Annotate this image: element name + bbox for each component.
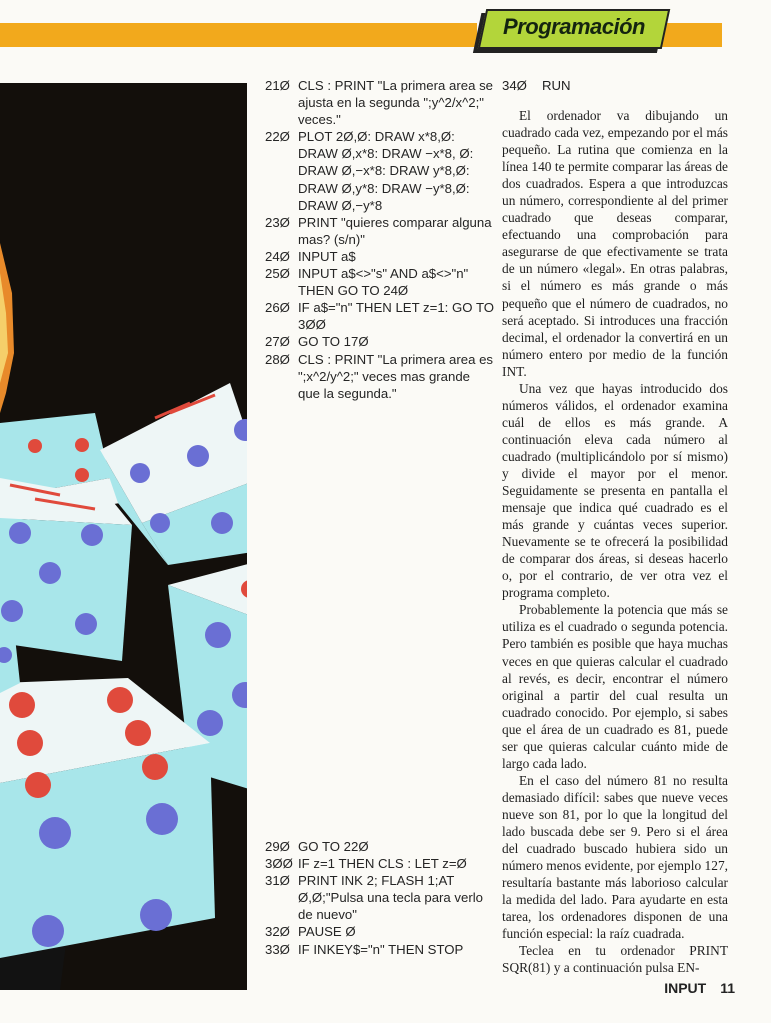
code-text: PRINT "quieres comparar alguna mas? (s/n)" [298,214,496,247]
code-text: PLOT 2Ø,Ø: DRAW x*8,Ø: DRAW Ø,x*8: DRAW −x*8, Ø: DRAW Ø,−x*8: DRAW y*8,Ø: DRAW Ø,y*8: DRAW −y*8,Ø: DRAW Ø,−y*8 [298,129,477,213]
magazine-name: INPUT [664,980,707,996]
code-text: IF a$="n" THEN LET z=1: GO TO 3ØØ [298,300,498,333]
code-line [265,923,495,940]
line-number: 24Ø [265,248,290,264]
line-number: 32Ø [265,924,290,940]
line-number: 31Ø [265,873,290,889]
code-text: CLS : PRINT "La primera area se ajusta en la segunda ";y^2/x^2;" veces." [298,78,497,128]
paragraph: En el caso del número 81 no resulta demasiado difícil: sabes que nueve veces nueve son 81, por lo que la longitud del lado buscada debe ser 9. Pero si el área del cuadrado buscado hubiera sido un número menos evidente, por ejemplo 127, resultaría bastante más laborioso calcular la medida del lado. Para ayudarte en esta tarea, los ordenadores disponen de una función especial: la raíz cuadrada. [502,772,728,942]
section-tag: Programación [503,14,645,39]
code-text: PRINT INK 2; FLASH 1;AT Ø,Ø;"Pulsa una tecla para verlo de nuevo" [298,873,487,923]
page-number: 11 [720,980,735,996]
code-text: IF INKEY$="n" THEN STOP [298,941,464,957]
die-left-middle [0,478,132,661]
code-text: RUN [542,78,571,93]
code-line [265,855,495,872]
right-column [502,77,728,976]
code-text: PAUSE Ø [298,924,356,940]
header-color-band-right [662,23,722,47]
header-color-band [0,23,477,47]
code-line-run [502,77,728,94]
line-number: 26Ø [265,300,290,316]
code-line [265,351,495,402]
code-line [265,265,495,299]
code-line [265,248,495,265]
line-number: 25Ø [265,266,290,282]
code-line [265,128,495,213]
code-line [265,838,495,855]
line-number: 3ØØ [265,856,293,872]
code-line [265,333,495,350]
paragraph: Una vez que hayas introducido dos números válidos, el ordenador examina cuál de ellos es más grande. A continuación eleva cada número al cuadrado (multiplicándolo por sí mismo) y divide el mayor por el menor. Seguidamente se presenta en pantalla el mensaje que indica qué cuadrado es el más grande y cuántas veces superior. Nuevamente se te ofrecerá la posibilidad de comparar dos áreas, si deseas hacerlo o, por el contrario, de ver otra vez el programa completo. [502,380,728,601]
code-line [265,214,495,248]
code-text: GO TO 17Ø [298,334,369,350]
code-text: CLS : PRINT "La primera area es ";x^2/y^2;" veces mas grande que la segunda." [298,351,497,401]
code-text: IF z=1 THEN CLS : LET z=Ø [298,856,467,872]
line-number: 29Ø [265,839,290,854]
code-text: INPUT a$ [298,248,356,264]
code-text: INPUT a$<>"s" AND a$<>"n" THEN GO TO 24Ø [298,266,472,299]
line-number: 21Ø [265,78,290,93]
page-footer [664,980,735,996]
paragraph: Teclea en tu ordenador PRINT SQR(81) y a continuación pulsa EN- [502,943,728,976]
code-listing-bottom [265,838,495,958]
dice-illustration [0,83,247,990]
code-listing-top [265,77,498,402]
code-line [265,77,495,128]
paragraph: El ordenador va dibujando un cuadrado cada vez, empezando por el más pequeño. La rutina que comienza en la línea 140 te permite comparar las áreas de dos cuadrados. Espera a que introduzcas un número, correspondiente al del primer cuadrado que deseas comparar, efectuando una comprobación para asegurarse de que efectivamente se trata de un número «legal». En otras palabras, si el número es más grande o más pequeño que el número de cuadrados, no será aceptado. Si introduces una fracción decimal, el ordenador la convertirá en un número entero por medio de la función INT. [502,108,728,379]
paragraph: Probablemente la potencia que más se utiliza es el cuadrado o segunda potencia. Pero también es posible que haya muchas veces en que quieras calcular el cuadrado al revés, es decir, encontrar el número original a partir del cual resulta un cuadrado conocido. Por ejemplo, si sabes que el área de un cuadrado es 81, puede ser que quieras calcular cuánto mide de largo cada lado. [502,602,728,771]
line-number: 23Ø [265,214,290,230]
code-line [265,299,498,333]
code-line [265,941,495,958]
article-body [502,107,728,976]
line-number: 22Ø [265,129,290,145]
code-line [265,872,495,923]
line-number: 33Ø [265,941,290,957]
line-number: 27Ø [265,334,290,350]
line-number: 28Ø [265,351,290,367]
code-text: GO TO 22Ø [298,839,369,854]
line-number: 34Ø [502,78,527,93]
